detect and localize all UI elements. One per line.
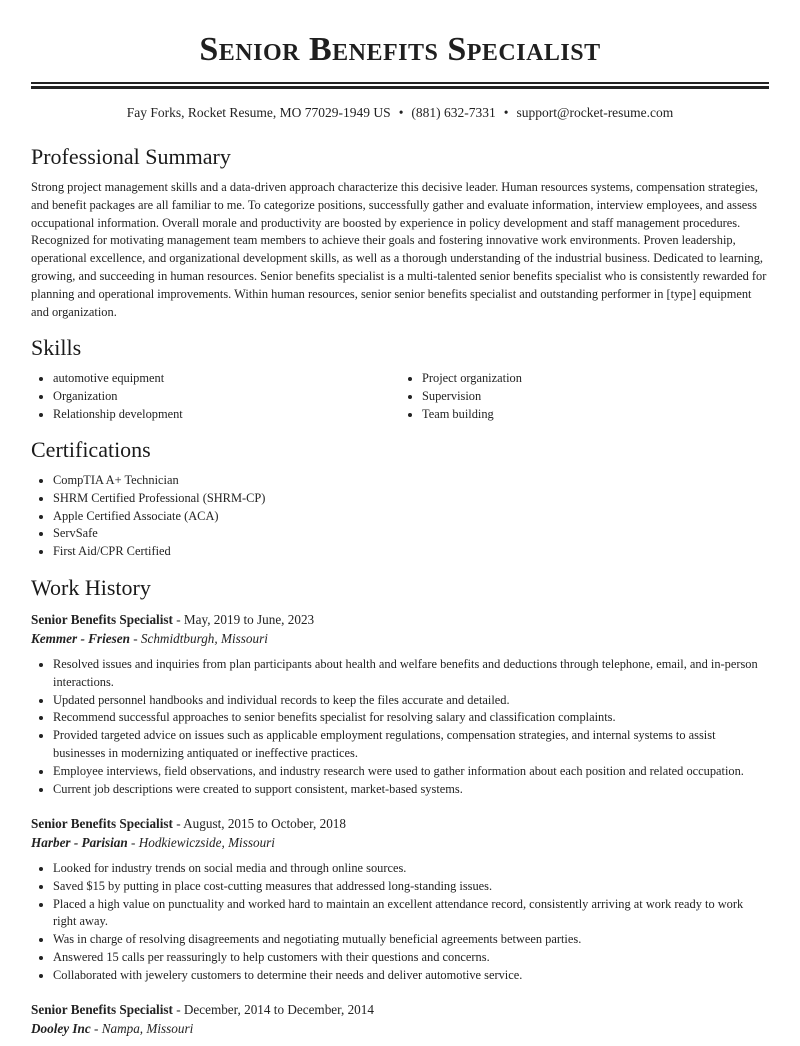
job-duty: • Employee interviews, field observations, and industry research were used to gather information about each position and related occupation. — [53, 763, 769, 781]
job-location: - Schmidtburgh, Missouri — [129, 631, 268, 646]
skill-item: • Supervision — [422, 388, 769, 406]
job-duty: • Current job descriptions were created to support consistent, market-based systems. — [53, 781, 769, 799]
skills-column-right — [400, 370, 769, 423]
job-duty: • Updated personnel handbooks and individual records to keep the files accurate and detailed. — [53, 692, 769, 710]
certification-item: • CompTIA A+ Technician — [53, 472, 769, 490]
job-title-line — [31, 815, 769, 833]
contact-address: Fay Forks, Rocket Resume, MO 77029-1949 US — [126, 105, 391, 120]
job-duty: • Placed a high value on punctuality and worked hard to maintain an excellent attendance record, consistently arriving at work ready to work right away. — [53, 896, 769, 932]
contact-phone: (881) 632-7331 — [411, 105, 496, 120]
job-duty: • Collaborated with jewelery customers to determine their needs and deliver automotive service. — [53, 967, 769, 985]
job-role: Senior Benefits Specialist — [31, 612, 173, 627]
job-company: Kemmer - Friesen — [31, 631, 130, 646]
summary-text: Strong project management skills and a data-driven approach characterize this decisive leader. Human resources systems, compensation strategies, and benefit packages are all familiar to me. To categorize positions, successfully gather and evaluate information, interview employees, and assess occupational information. Overall morale and productivity are boosted by experience in policy development and staff management procedures. Recognized for motivating management team members to achieve their goals and fostering innovative work environments. Proven leadership, operational excellence, and organizational development skills, as well as a thorough understanding of the industrial business. Dedicated to learning, growing, and succeeding in human resources. Senior benefits specialist is a multi-talented senior benefits specialist who is consistently rewarded for planning and operational improvements. Within human resources, senior senior benefits specialist and outstanding performer in [type] equipment and organization. — [31, 180, 767, 319]
job-dates: - August, 2015 to October, 2018 — [172, 816, 346, 831]
job-entry — [31, 611, 769, 798]
job-company-line — [31, 630, 769, 648]
job-company: Dooley Inc — [31, 1021, 91, 1036]
job-company-line — [31, 1020, 769, 1038]
job-dates: - May, 2019 to June, 2023 — [172, 612, 315, 627]
contact-email: support@rocket-resume.com — [516, 105, 674, 120]
contact-separator: • — [503, 105, 509, 120]
certification-item: • SHRM Certified Professional (SHRM-CP) — [53, 490, 769, 508]
job-title-line — [31, 611, 769, 629]
skills-column-left — [31, 370, 400, 423]
header-divider-thick — [31, 86, 769, 89]
skill-item: • Team building — [422, 406, 769, 424]
job-role: Senior Benefits Specialist — [31, 1002, 173, 1017]
job-dates: - December, 2014 to December, 2014 — [172, 1002, 374, 1017]
job-duty: • Saved $15 by putting in place cost-cutting measures that addressed long-standing issues. — [53, 878, 769, 896]
work-history-heading: Work History — [31, 575, 151, 600]
job-duty: • Recommend successful approaches to senior benefits specialist for resolving salary and classification complaints. — [53, 709, 769, 727]
job-duties-list — [31, 656, 769, 798]
skill-item: • Relationship development — [53, 406, 400, 424]
job-entry — [31, 815, 769, 985]
contact-line — [31, 104, 769, 122]
contact-separator: • — [398, 105, 404, 120]
job-duty: • Resolved issues and inquiries from plan participants about health and welfare benefits and deductions through telephone, email, and in-person interactions. — [53, 656, 769, 692]
summary-heading: Professional Summary — [31, 144, 231, 169]
certifications-heading: Certifications — [31, 437, 151, 462]
certifications-list — [31, 472, 769, 561]
resume-page — [31, 0, 769, 1036]
certification-item: • ServSafe — [53, 525, 769, 543]
skill-item: • Project organization — [422, 370, 769, 388]
job-role: Senior Benefits Specialist — [31, 816, 173, 831]
certification-item: • Apple Certified Associate (ACA) — [53, 508, 769, 526]
resume-title: Senior Benefits Specialist — [199, 31, 601, 68]
header-divider-thin — [31, 82, 769, 84]
skills-list — [31, 370, 769, 423]
certification-item: • First Aid/CPR Certified — [53, 543, 769, 561]
job-company-line — [31, 834, 769, 852]
job-duty: • Provided targeted advice on issues such as applicable employment regulations, compensation strategies, and internal systems to assist businesses in modernizing antiquated or ineffective practices. — [53, 727, 769, 763]
job-location: - Nampa, Missouri — [90, 1021, 194, 1036]
skill-item: • automotive equipment — [53, 370, 400, 388]
job-duties-list — [31, 860, 769, 985]
skills-heading: Skills — [31, 335, 82, 360]
job-company: Harber - Parisian — [31, 835, 128, 850]
job-duty: • Answered 15 calls per reassuringly to help customers with their questions and concerns. — [53, 949, 769, 967]
job-entry — [31, 1001, 769, 1046]
job-location: - Hodkiewiczside, Missouri — [127, 835, 275, 850]
job-duty: • Looked for industry trends on social media and through online sources. — [53, 860, 769, 878]
skill-item: • Organization — [53, 388, 400, 406]
job-title-line — [31, 1001, 769, 1019]
job-duty: • Was in charge of resolving disagreements and negotiating mutually beneficial agreements between parties. — [53, 931, 769, 949]
